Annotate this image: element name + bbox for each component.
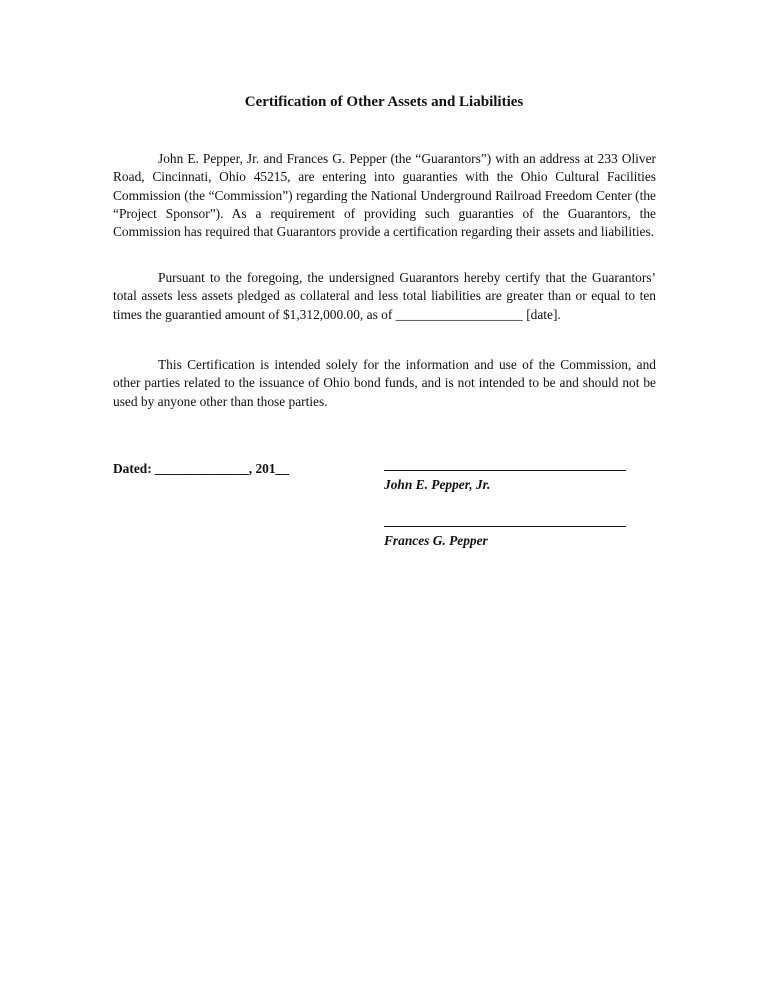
paragraph-guarantors-intro: John E. Pepper, Jr. and Frances G. Pepper (the “Guarantors”) with an address at 233 Oliver Road, Cincinnati, Ohio 45215, are entering into guaranties with the Ohio Cultural Facilities Commission (the “Commission”) regarding the National Underground Railroad Freedom Center (the “Project Sponsor”). As a requirement of providing such guaranties of the Guarantors, the Commission has required that Guarantors provide a certification regarding their assets and liabilities. bbox=[113, 151, 656, 240]
dated-line: Dated: ______________, 201__ bbox=[113, 461, 289, 476]
paragraph-certification: Pursuant to the foregoing, the undersigned Guarantors hereby certify that the Guarantors’ total assets less assets pledged as collateral and less total liabilities are greater than or equal to ten times the guarantied amount of $1,312,000.00, as of ___________________ [date]. bbox=[113, 270, 656, 322]
paragraph-intended-use: This Certification is intended solely for the information and use of the Commission, and other parties related to the issuance of Ohio bond funds, and is not intended to be and should not be used by anyone other than those parties. bbox=[113, 357, 656, 409]
signature-line bbox=[384, 526, 626, 527]
signatory-name-frances: Frances G. Pepper bbox=[384, 533, 488, 548]
document-title: Certification of Other Assets and Liabilities bbox=[244, 94, 524, 110]
signature-block-frances bbox=[384, 526, 626, 550]
signature-line bbox=[384, 470, 626, 471]
signature-block-john bbox=[384, 470, 626, 494]
signatory-name-john: John E. Pepper, Jr. bbox=[384, 477, 491, 492]
